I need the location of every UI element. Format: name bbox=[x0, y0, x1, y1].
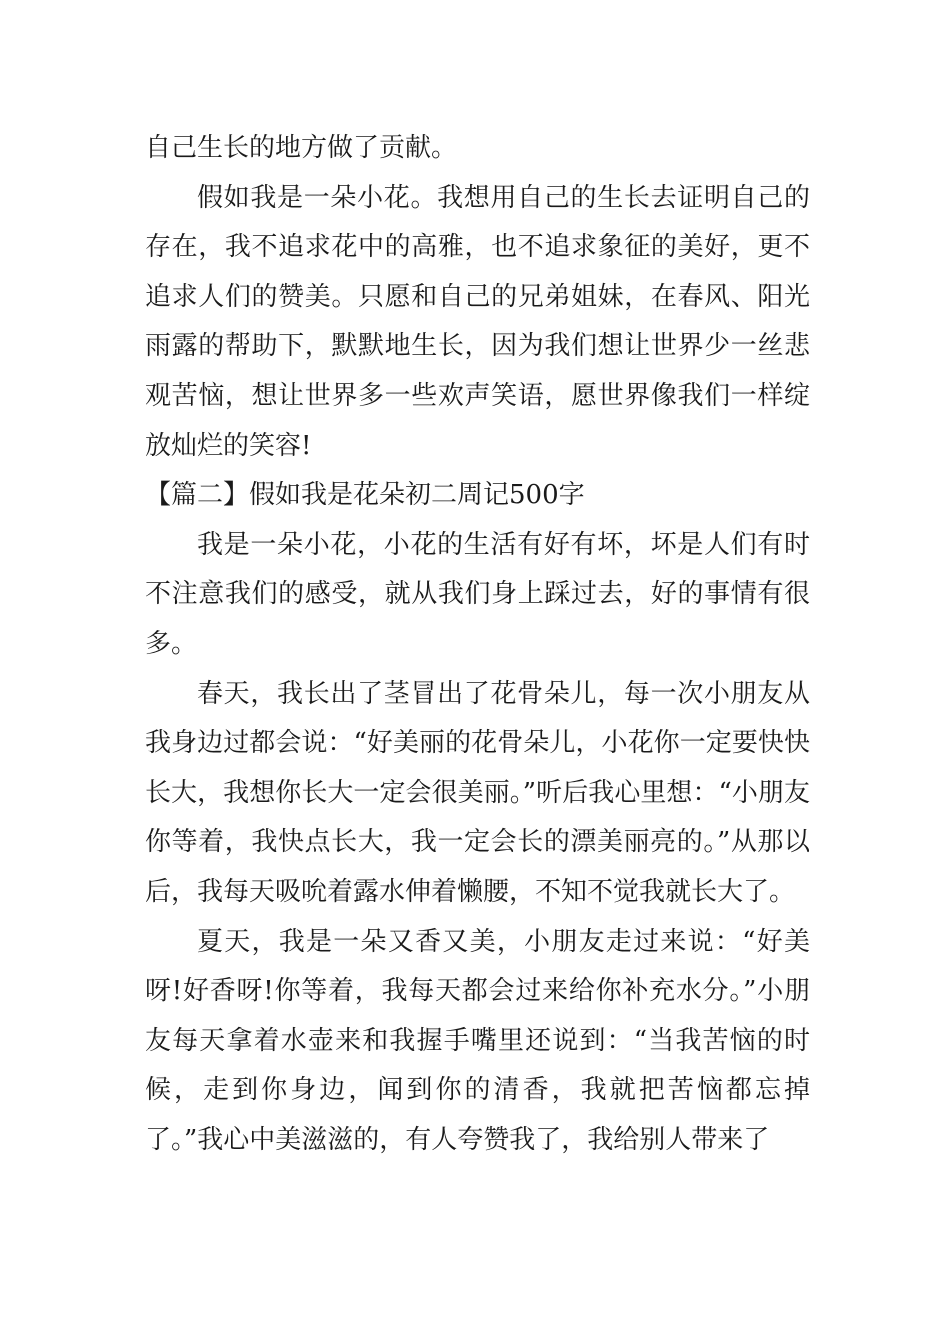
document-body bbox=[145, 124, 810, 1165]
paragraph-continuation: 自己生长的地方做了贡献。 bbox=[145, 133, 458, 163]
paragraph-summer: 夏天，我是一朵又香又美，小朋友走过来说：“好美呀!好香呀!你等着，我每天都会过来给你补充水分。”小朋友每天拿着水壶来和我握手嘴里还说到：“当我苦恼的时候，走到你身边，闻到你的清香，我就把苦恼都忘掉了。”我心中美滋滋的，有人夸赞我了，我给别人带来了 bbox=[145, 926, 810, 1155]
section-heading: 【篇二】假如我是花朵初二周记500字 bbox=[145, 480, 585, 511]
paragraph-flower-wish: 假如我是一朵小花。我想用自己的生长去证明自己的存在，我不追求花中的高雅，也不追求象征的美好，更不追求人们的赞美。只愿和自己的兄弟姐妹，在春风、阳光雨露的帮助下，默默地生长，因为我们想让世界少一丝悲观苦恼，想让世界多一些欢声笑语，愿世界像我们一样绽放灿烂的笑容! bbox=[145, 182, 810, 461]
paragraph-spring: 春天，我长出了茎冒出了花骨朵儿，每一次小朋友从我身边过都会说：“好美丽的花骨朵儿，小花你一定要快快长大，我想你长大一定会很美丽。”听后我心里想：“小朋友你等着，我快点长大，我一定会长的漂美丽亮的。”从那以后，我每天吸吮着露水伸着懒腰，不知不觉我就长大了。 bbox=[145, 678, 810, 907]
paragraph-intro: 我是一朵小花，小花的生活有好有坏，坏是人们有时不注意我们的感受，就从我们身上踩过去，好的事情有很多。 bbox=[145, 529, 810, 659]
